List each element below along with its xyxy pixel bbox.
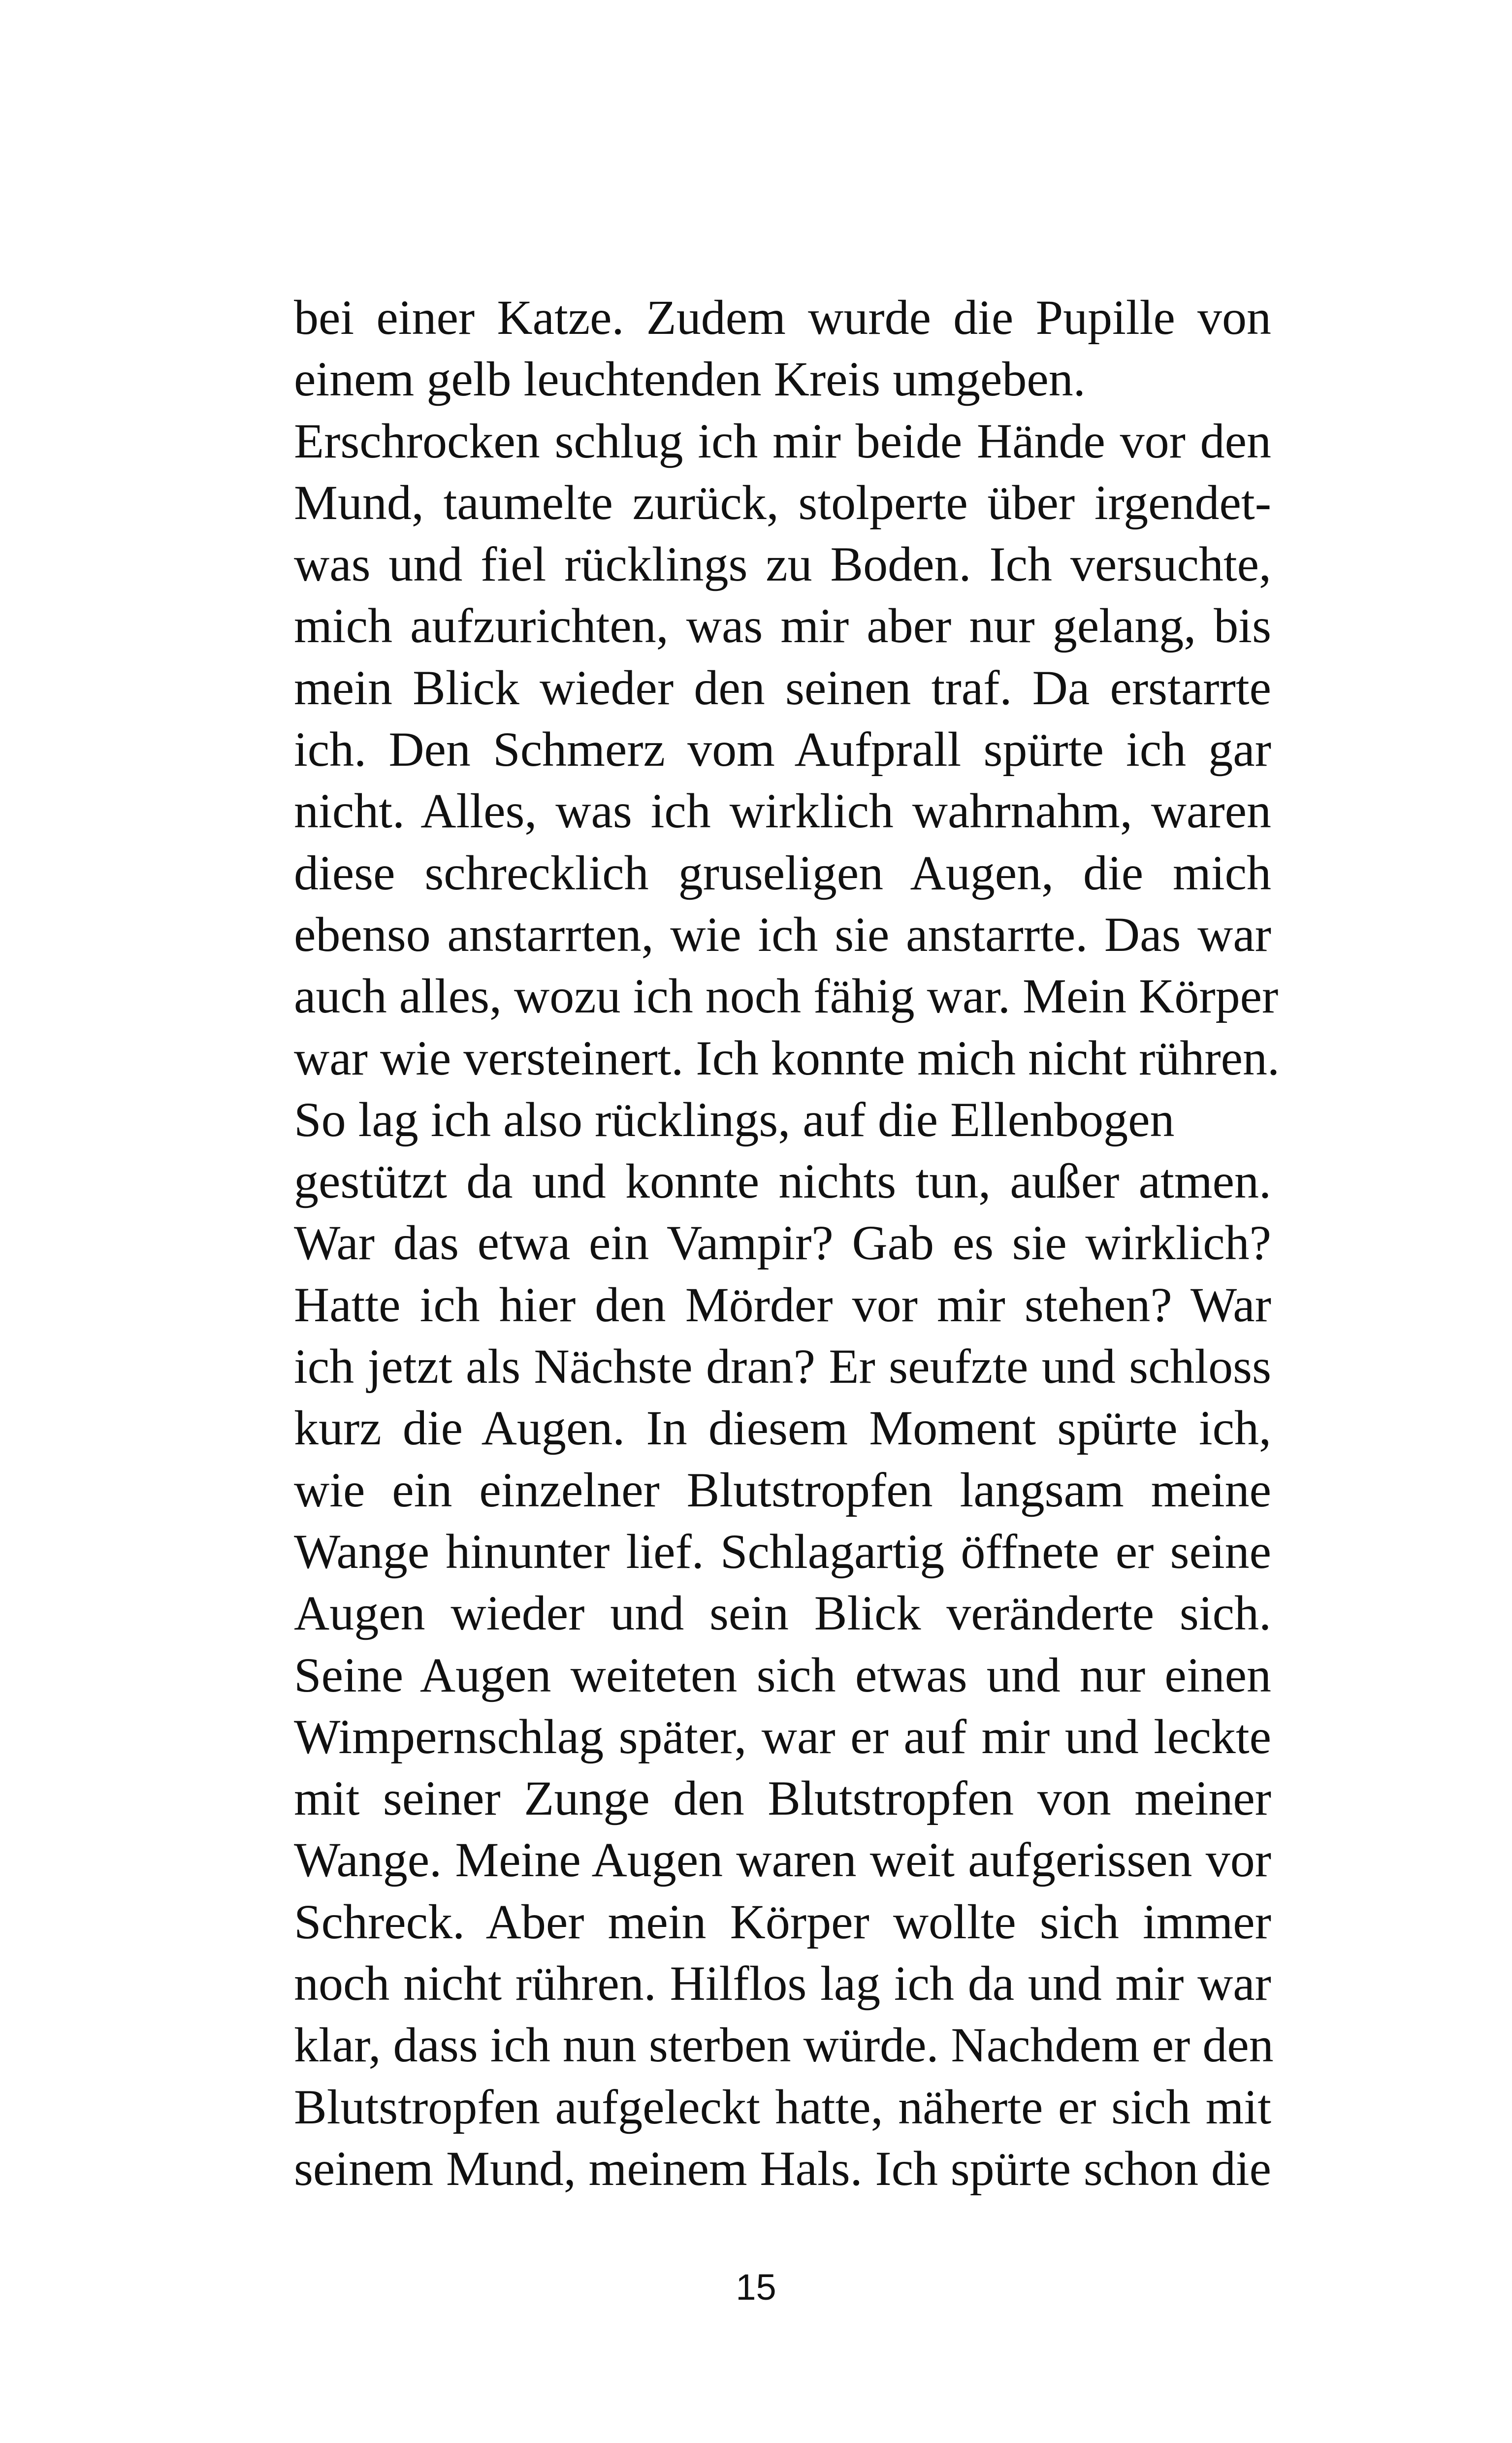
text-line: kurz die Augen. In diesem Moment spürte ich, [294,1401,1271,1456]
text-line: bei einer Katze. Zudem wurde die Pupille von [294,290,1271,345]
text-line: diese schrecklich gruseligen Augen, die mich [294,845,1271,900]
text-line: Seine Augen weiteten sich etwas und nur einen [294,1647,1271,1702]
text-line: gestützt da und konnte nichts tun, außer atmen. [294,1154,1271,1209]
text-line: ich jetzt als Nächste dran? Er seufzte und schloss [294,1339,1271,1394]
text-line: mich aufzurichten, was mir aber nur gelang, bis [294,598,1271,653]
text-line: Schreck. Aber mein Körper wollte sich immer [294,1894,1271,1949]
text-line: Augen wieder und sein Blick veränderte sich. [294,1586,1271,1641]
text-line: Wange. Meine Augen waren weit aufgerissen vor [294,1832,1271,1888]
text-line: klar, dass ich nun sterben würde. Nachdem er den [294,2018,1274,2073]
page-number: 15 [736,2267,776,2308]
text-line: war wie versteinert. Ich konnte mich nicht rühren. [294,1030,1280,1085]
text-line: mein Blick wieder den seinen traf. Da erstarrte [294,660,1271,715]
text-line: ich. Den Schmerz vom Aufprall spürte ich gar [294,722,1271,777]
text-line: auch alles, wozu ich noch fähig war. Mein Körper [294,969,1279,1024]
text-line: Wange hinunter lief. Schlagartig öffnete er seine [294,1524,1271,1579]
text-line: wie ein einzelner Blutstropfen langsam meine [294,1462,1271,1517]
text-line: Wimpernschlag später, war er auf mir und leckte [294,1709,1271,1764]
text-line: Blutstropfen aufgeleckt hatte, näherte er sich mit [294,2079,1271,2134]
body-text [294,287,1280,2199]
text-line: So lag ich also rücklings, auf die Ellenbogen [294,1092,1175,1147]
text-line: was und fiel rücklings zu Boden. Ich versuchte, [294,537,1271,592]
text-line: Hatte ich hier den Mörder vor mir stehen? War [294,1277,1271,1332]
text-line: Erschrocken schlug ich mir beide Hände vor den [294,413,1271,468]
text-line: noch nicht rühren. Hilflos lag ich da und mir war [294,1956,1271,2011]
text-line: mit seiner Zunge den Blutstropfen von meiner [294,1771,1271,1826]
text-line: nicht. Alles, was ich wirklich wahrnahm, waren [294,783,1271,839]
text-line: ebenso anstarrten, wie ich sie anstarrte. Das war [294,907,1271,962]
text-line: War das etwa ein Vampir? Gab es sie wirklich? [294,1215,1271,1270]
text-line: Mund, taumelte zurück, stolperte über irgendet- [294,475,1271,530]
text-line: einem gelb leuchtenden Kreis umgeben. [294,352,1086,407]
text-line: seinem Mund, meinem Hals. Ich spürte schon die [294,2141,1271,2196]
